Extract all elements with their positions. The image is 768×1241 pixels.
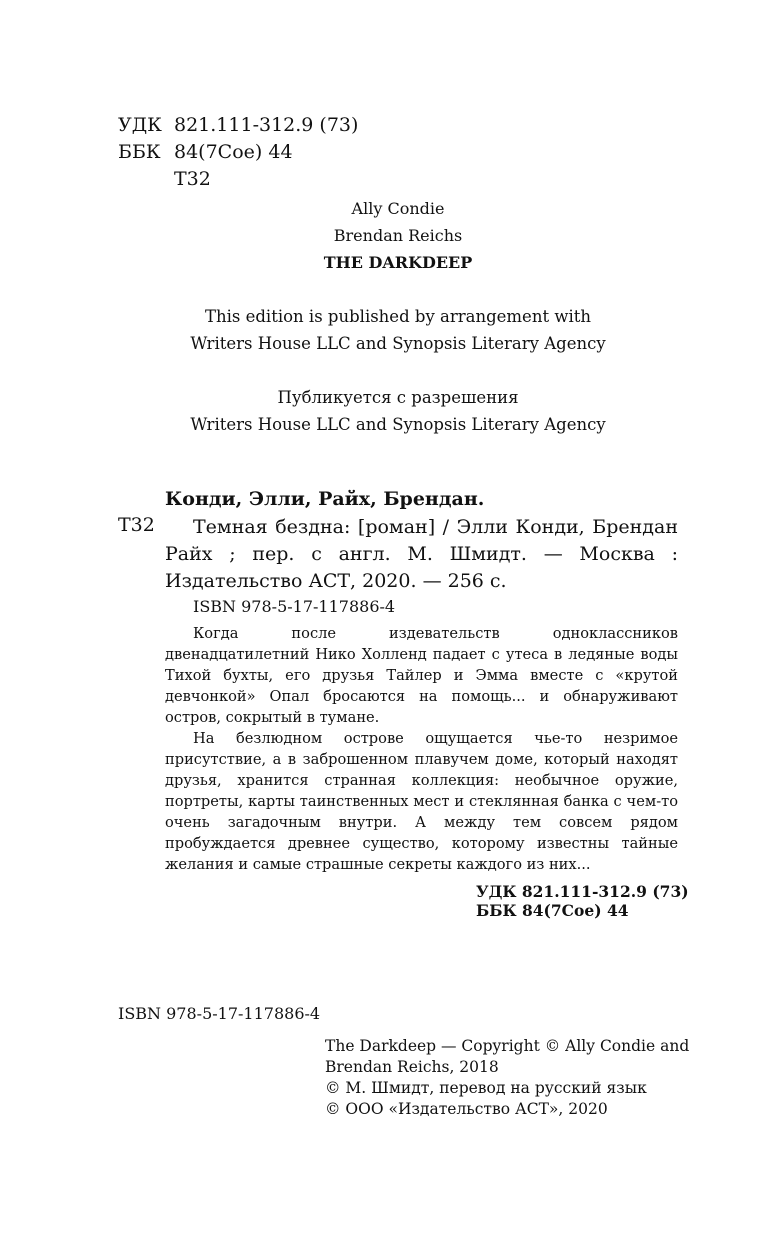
original-author-1: Ally Condie — [351, 199, 445, 218]
udk-label: УДК — [118, 114, 162, 136]
udk-row — [118, 112, 358, 139]
classification-codes — [118, 112, 358, 193]
arrangement-en-line-1: This edition is published by arrangement with — [204, 307, 591, 326]
copyright-line-4: © ООО «Издательство АСТ», 2020 — [325, 1100, 608, 1118]
isbn-bottom: ISBN 978-5-17-117886-4 — [118, 1004, 321, 1023]
arrangement-en-line-2: Writers House LLC and Synopsis Literary Agency — [190, 334, 606, 353]
arrangement-ru-line-2: Writers House LLC and Synopsis Literary Agency — [190, 415, 606, 434]
bbk-value: 84(7Сое) 44 — [174, 141, 293, 163]
bottom-udk: УДК 821.111-312.9 (73) — [476, 882, 689, 901]
annotation-text-2: На безлюдном острове ощущается чье-то незримое присутствие, а в заброшенном плавучем доме, который находят друзья, хранится странная коллекция: необычное оружие, портреты, карты таинственных мест и стеклянная банка с чем-то очень загадочным внутри. А между тем совсем рядом пробуждается древнее существо, которому известны тайные желания и самые страшные секреты каждого из них... — [165, 730, 678, 873]
author-mark: Т32 — [174, 168, 211, 190]
annotation-paragraph-1 — [165, 623, 678, 728]
bbk-label: ББК — [118, 141, 161, 163]
arrangement-russian — [0, 384, 768, 438]
copyright-line-3: © М. Шмидт, перевод на русский язык — [325, 1079, 647, 1097]
copyright-line-1: The Darkdeep — Copyright © Ally Condie and — [325, 1037, 690, 1055]
original-title: THE DARKDEEP — [323, 253, 473, 272]
arrangement-english — [0, 303, 768, 357]
arrangement-ru-line-1: Публикуется с разрешения — [277, 388, 519, 407]
author-mark-row — [118, 166, 358, 193]
copyright-block — [325, 1036, 695, 1120]
entry-author-mark: Т32 — [118, 514, 155, 536]
entry-authors: Конди, Элли, Райх, Брендан. — [165, 488, 485, 510]
annotation-paragraph-2 — [165, 728, 678, 875]
annotation-text-1: Когда после издевательств одноклассников двенадцатилетний Нико Холленд падает с утеса в ледяные воды Тихой бухты, его друзья Тайлер и Эмма вместе с «крутой девчонкой» Опал бросаются на помощь... и обнаруживают остров, сокрытый в тумане. — [165, 625, 678, 726]
bbk-row — [118, 139, 358, 166]
entry-description: Темная бездна: [роман] / Элли Конди, Брендан Райх ; пер. с англ. М. Шмидт. — Москва : Издательство АСТ, 2020. — 256 с. — [165, 516, 678, 592]
copyright-line-2: Brendan Reichs, 2018 — [325, 1058, 499, 1076]
bottom-bbk: ББК 84(7Сое) 44 — [476, 901, 629, 920]
bottom-classification — [476, 882, 689, 920]
entry-isbn: ISBN 978-5-17-117886-4 — [193, 597, 396, 616]
original-title-block — [0, 195, 768, 276]
original-author-2: Brendan Reichs — [333, 226, 463, 245]
udk-value: 821.111-312.9 (73) — [174, 114, 359, 136]
